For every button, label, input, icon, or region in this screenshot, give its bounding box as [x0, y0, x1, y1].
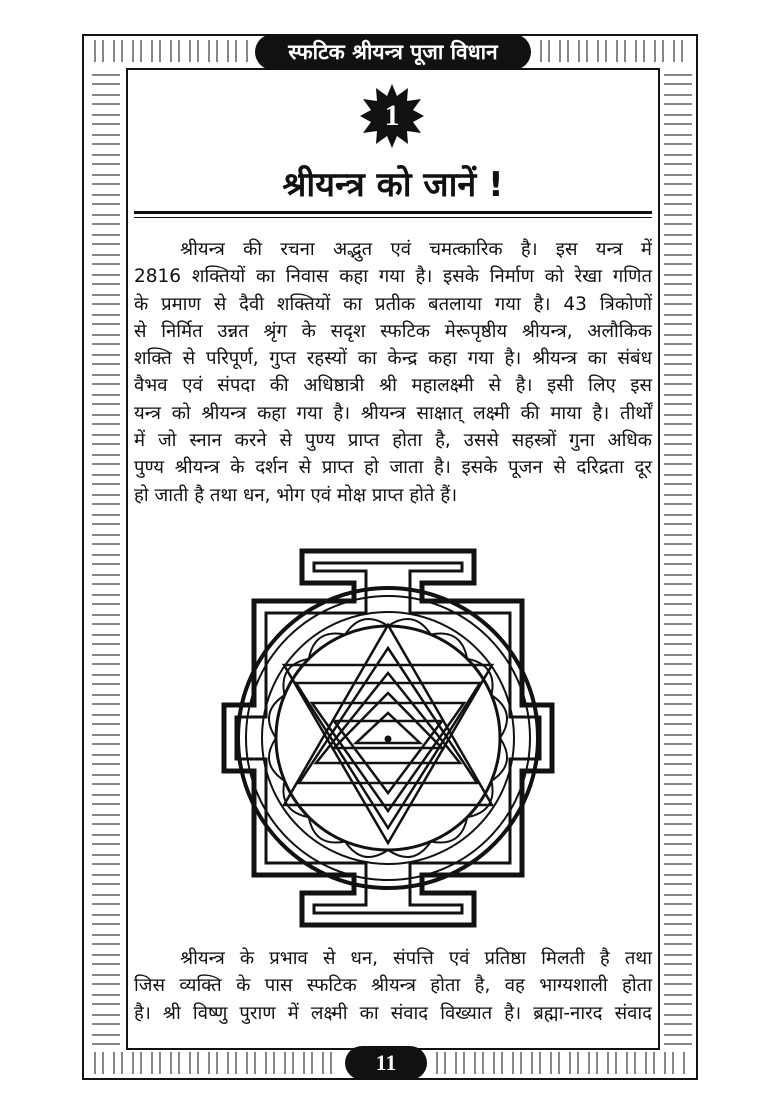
top-ornament-right [536, 40, 691, 62]
sri-yantra-icon [192, 543, 584, 933]
paragraph-1 [134, 236, 652, 509]
title-rule-bottom [134, 217, 652, 218]
text-line: शक्ति से परिपूर्ण, गुप्त रहस्यों का केन्द्र कहा गया है। श्रीयन्त्र का संबंध [134, 348, 652, 370]
text-line: में जो स्नान करने से पुण्य प्राप्त होता है, उससे सहस्त्रों गुना अधिक [134, 430, 652, 452]
top-ornament-left [90, 40, 250, 62]
text-line: श्रीयन्त्र के प्रभाव से धन, संपत्ति एवं प्रतिष्ठा मिलती है तथा [180, 948, 652, 969]
right-ornament [664, 70, 692, 1050]
page-number-text: 11 [375, 1050, 397, 1075]
text-line: जिस व्यक्ति के पास स्फटिक श्रीयन्त्र होता है, वह भाग्यशाली होता [134, 975, 652, 997]
text-line: श्रीयन्त्र की रचना अद्भुत एवं चमत्कारिक है। इस यन्त्र में [180, 239, 652, 260]
page-number [345, 1046, 427, 1080]
text-line: के प्रमाण से दैवी शक्तियों का प्रतीक बतलाया गया है। 43 त्रिकोणों [134, 293, 652, 315]
text-line: यन्त्र को श्रीयन्त्र कहा गया है। श्रीयन्त्र साक्षात् लक्ष्मी की माया है। तीर्थों [134, 402, 652, 424]
paragraph-2 [134, 945, 652, 1027]
left-ornament [92, 70, 120, 1050]
chapter-number-badge [360, 84, 424, 148]
header-title: स्फटिक श्रीयन्त्र पूजा विधान [288, 40, 498, 64]
chapter-number: 1 [384, 99, 400, 132]
chapter-title: श्रीयन्त्र को जानें ! [282, 165, 504, 205]
text-line: से निर्मित उन्नत श्रृंग के सदृश स्फटिक मेरूपृष्ठीय श्रीयन्त्र, अलौकिक [134, 320, 652, 342]
text-line: हो जाती है तथा धन, भोग एवं मोक्ष प्राप्त होते हैं। [134, 484, 458, 506]
text-line: 2816 शक्तियों का निवास कहा गया है। इसके निर्माण को रेखा गणित [134, 266, 652, 288]
text-line: वैभव एवं संपदा की अधिष्ठात्री श्री महालक्ष्मी से है। इसी लिए इस [134, 375, 652, 397]
title-rule-top [134, 211, 652, 214]
sri-yantra-illustration [192, 543, 584, 933]
bottom-ornament-left [90, 1052, 340, 1074]
running-header [255, 34, 531, 70]
text-line: है। श्री विष्णु पुराण में लक्ष्मी का संवाद विख्यात है। ब्रह्मा-नारद संवाद [134, 1002, 652, 1024]
bottom-ornament-right [432, 1052, 690, 1074]
text-line: पुण्य श्रीयन्त्र के दर्शन से प्राप्त हो जाता है। इसके पूजन से दरिद्रता दूर [134, 457, 652, 479]
